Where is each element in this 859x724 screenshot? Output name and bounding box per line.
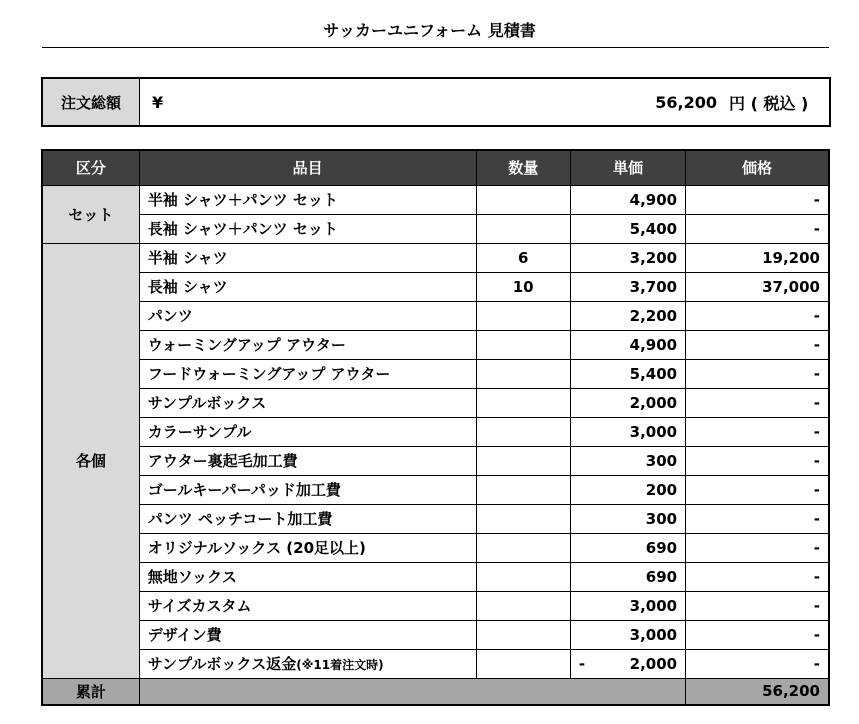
unit-price-cell[interactable] [570, 649, 685, 678]
item-cell[interactable]: デザイン費 [139, 620, 476, 649]
qty-cell[interactable] [476, 214, 570, 243]
unit-price-cell[interactable]: 3,000 [570, 417, 685, 446]
table-row [42, 417, 829, 446]
table-row [42, 504, 829, 533]
price-cell[interactable]: - [686, 214, 829, 243]
qty-cell[interactable] [476, 330, 570, 359]
total-row [42, 678, 829, 705]
qty-cell[interactable] [476, 504, 570, 533]
unit-price-cell[interactable]: 5,400 [570, 214, 685, 243]
price-cell[interactable]: - [686, 446, 829, 475]
order-total-suffix: 円 ( 税込 ) [729, 93, 809, 113]
header-kubun: 区分 [42, 150, 139, 185]
price-cell[interactable]: - [686, 330, 829, 359]
item-cell[interactable]: 無地ソックス [139, 562, 476, 591]
item-cell[interactable]: パンツ ペッチコート加工費 [139, 504, 476, 533]
header-unit: 単価 [570, 150, 685, 185]
item-cell[interactable]: ゴールキーパーパッド加工費 [139, 475, 476, 504]
unit-price-cell[interactable]: 5,400 [570, 359, 685, 388]
unit-price-cell[interactable]: 4,900 [570, 330, 685, 359]
item-cell[interactable]: 長袖 シャツ [139, 272, 476, 301]
item-cell[interactable]: 半袖 シャツ [139, 243, 476, 272]
price-cell[interactable]: - [686, 504, 829, 533]
header-item: 品目 [139, 150, 476, 185]
price-cell[interactable]: - [686, 388, 829, 417]
item-cell[interactable] [139, 649, 476, 678]
unit-price-cell[interactable]: 2,200 [570, 301, 685, 330]
price-cell[interactable]: - [686, 475, 829, 504]
item-cell[interactable]: パンツ [139, 301, 476, 330]
qty-cell[interactable] [476, 388, 570, 417]
table-row [42, 243, 829, 272]
refund-item-label: サンプルボックス返金 [147, 655, 297, 673]
price-cell[interactable]: 19,200 [686, 243, 829, 272]
table-row [42, 562, 829, 591]
category-each: 各個 [42, 243, 139, 678]
qty-cell[interactable] [476, 475, 570, 504]
yen-symbol: ¥ [152, 92, 164, 112]
table-row [42, 330, 829, 359]
qty-cell[interactable] [476, 562, 570, 591]
header-price: 価格 [686, 150, 829, 185]
unit-price-cell[interactable]: 3,700 [570, 272, 685, 301]
item-cell[interactable]: サイズカスタム [139, 591, 476, 620]
price-cell[interactable]: 37,000 [686, 272, 829, 301]
table-header-row [42, 150, 829, 185]
qty-cell[interactable] [476, 359, 570, 388]
qty-cell[interactable]: 6 [476, 243, 570, 272]
table-row [42, 649, 829, 678]
unit-price-cell[interactable]: 2,000 [570, 388, 685, 417]
item-cell[interactable]: オリジナルソックス (20足以上) [139, 533, 476, 562]
table-row [42, 359, 829, 388]
unit-price-cell[interactable]: 3,200 [570, 243, 685, 272]
minus-sign: - [578, 654, 586, 673]
table-row [42, 475, 829, 504]
order-total-box [41, 77, 831, 127]
price-cell[interactable]: - [686, 620, 829, 649]
table-row [42, 388, 829, 417]
price-cell[interactable]: - [686, 591, 829, 620]
unit-price-cell[interactable]: 200 [570, 475, 685, 504]
order-total-amount[interactable]: 56,200 [655, 92, 717, 112]
item-cell[interactable]: アウター裏起毛加工費 [139, 446, 476, 475]
table-row [42, 533, 829, 562]
title-underline [42, 47, 829, 48]
qty-cell[interactable] [476, 620, 570, 649]
price-cell[interactable]: - [686, 562, 829, 591]
unit-price-cell[interactable]: 3,000 [570, 620, 685, 649]
qty-cell[interactable] [476, 533, 570, 562]
price-cell[interactable]: - [686, 185, 829, 214]
order-total-label: 注文総額 [43, 79, 140, 125]
price-cell[interactable]: - [686, 417, 829, 446]
qty-cell[interactable]: 10 [476, 272, 570, 301]
price-cell[interactable]: - [686, 301, 829, 330]
unit-price-cell[interactable]: 4,900 [570, 185, 685, 214]
table-row [42, 301, 829, 330]
qty-cell[interactable] [476, 591, 570, 620]
item-cell[interactable]: ウォーミングアップ アウター [139, 330, 476, 359]
item-cell[interactable]: 長袖 シャツ＋パンツ セット [139, 214, 476, 243]
price-cell[interactable]: - [686, 533, 829, 562]
refund-amount: 2,000 [629, 654, 678, 673]
unit-price-cell[interactable]: 300 [570, 504, 685, 533]
qty-cell[interactable] [476, 185, 570, 214]
header-qty: 数量 [476, 150, 570, 185]
page-title: サッカーユニフォーム 見積書 [323, 21, 536, 40]
total-spacer [139, 678, 685, 705]
unit-price-cell[interactable]: 3,000 [570, 591, 685, 620]
refund-note: (※11着注文時) [296, 658, 384, 672]
table-row [42, 272, 829, 301]
unit-price-cell[interactable]: 300 [570, 446, 685, 475]
qty-cell[interactable] [476, 417, 570, 446]
item-cell[interactable]: カラーサンプル [139, 417, 476, 446]
item-cell[interactable]: サンプルボックス [139, 388, 476, 417]
item-cell[interactable]: フードウォーミングアップ アウター [139, 359, 476, 388]
price-cell[interactable]: - [686, 649, 829, 678]
table-row [42, 620, 829, 649]
table-row [42, 214, 829, 243]
price-cell[interactable]: - [686, 359, 829, 388]
table-row [42, 446, 829, 475]
qty-cell[interactable] [476, 649, 570, 678]
total-price[interactable]: 56,200 [686, 678, 829, 705]
total-label: 累計 [42, 678, 139, 705]
category-set: セット [42, 185, 139, 243]
negative-amount [579, 655, 677, 673]
unit-price-cell[interactable]: 690 [570, 533, 685, 562]
item-cell[interactable]: 半袖 シャツ＋パンツ セット [139, 185, 476, 214]
table-row [42, 591, 829, 620]
table-row [42, 185, 829, 214]
qty-cell[interactable] [476, 446, 570, 475]
estimate-table [41, 149, 830, 706]
qty-cell[interactable] [476, 301, 570, 330]
unit-price-cell[interactable]: 690 [570, 562, 685, 591]
